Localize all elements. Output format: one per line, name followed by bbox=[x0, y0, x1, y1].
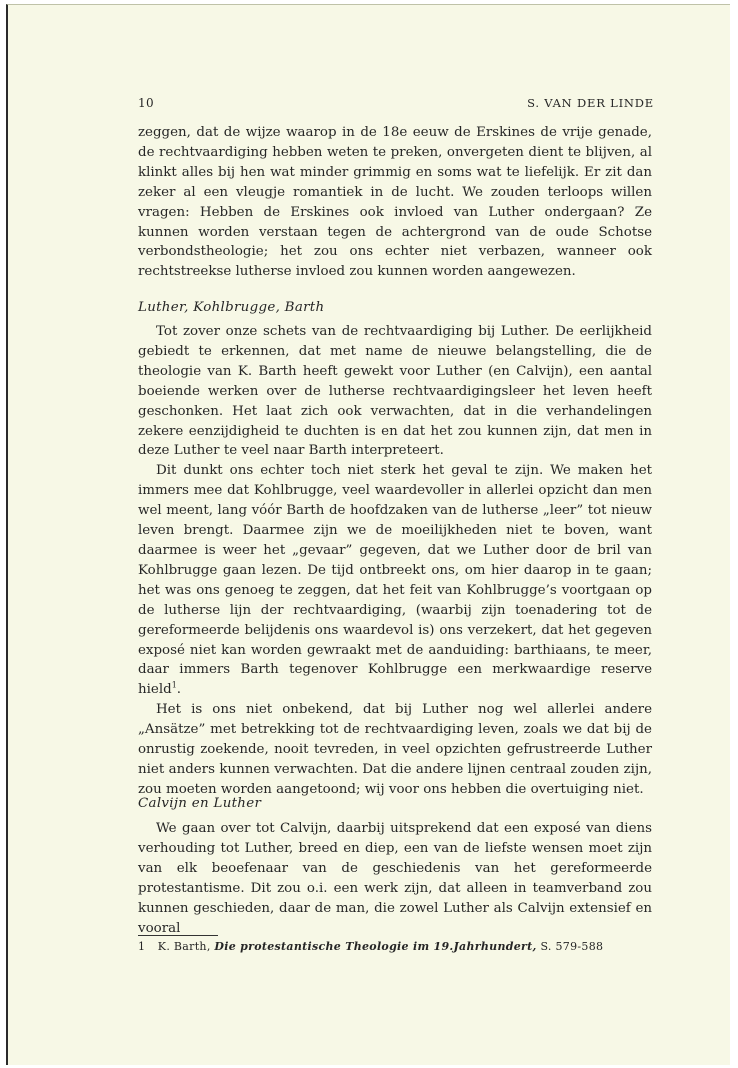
paragraph-rechtvaardiging: Tot zover onze schets van de rechtvaardiging bij Luther. De eerlijkheid gebiedt te erkennen, dat met name de nieuwe belangstelling, die de theologie van K. Barth heeft gewekt voor Luther (en Calvijn), een aantal boeiende werken over de lutherse rechtvaardigingsleer het leven heeft geschonken. Het laat zich ook verwachten, dat in die verhandelingen zekere eenzijdigheid te duchten is en dat het zou kunnen zijn, dat men in deze Luther te veel naar Barth interpreteert. bbox=[138, 324, 652, 459]
page-number: 10 bbox=[138, 96, 155, 110]
paragraph-kohlbrugge-end: . bbox=[176, 682, 182, 698]
text-block-section-2 bbox=[138, 819, 652, 938]
text-block-section-1 bbox=[138, 322, 652, 800]
footnote bbox=[138, 940, 658, 953]
footnote-reference: 1 bbox=[171, 680, 177, 690]
paragraph-kohlbrugge-text: Dit dunkt ons echter toch niet sterk het geval te zijn. We maken het immers mee dat Kohlbrugge, veel waardevoller in allerlei opzicht dan men wel meent, lang vóór Barth de hoofdzaken van de lutherse „leer” tot nieuw leven brengt. Daarmee zijn we de moeilijkheden niet te boven, want daarmee is weer het „gevaar” gegeven, dat we Luther door de bril van Kohlbrugge gaan lezen. De tijd ontbreekt ons, om hier daarop in te gaan; het was ons genoeg te zeggen, dat het feit van Kohlbrugge’s voortgaan op de lutherse lijn der rechtvaardiging, (waarbij zijn toenadering tot de gereformeerde belijdenis ons waardevol is) ons verzekert, dat het gegeven exposé niet kan worden gewraakt met de aanduiding: barthiaans, te meer, daar immers Barth tegenover Kohlbrugge een merkwaardige reserve hield bbox=[138, 463, 652, 698]
paragraph-erskines: zeggen, dat de wijze waarop in de 18e eeuw de Erskines de vrije genade, de rechtvaardiging hebben weten te preken, onvergeten dient te blijven, al klinkt alles bij hen wat minder grimmig en soms wat te liefelijk. Er zit dan zeker al een vleugje romantiek in de lucht. We zouden terloops willen vragen: Hebben de Erskines ook invloed van Luther ondergaan? Ze kunnen worden verstaan tegen de achtergrond van de oude Schotse verbondstheologie; het zou ons echter niet verbazen, wanneer ook rechtstreekse lutherse invloed zou kunnen worden aangewezen. bbox=[138, 125, 652, 280]
text-block-intro bbox=[138, 123, 652, 282]
section-heading-luther-kohlbrugge-barth: Luther, Kohlbrugge, Barth bbox=[138, 300, 325, 315]
paragraph-calvijn: We gaan over tot Calvijn, daarbij uitsprekend dat een exposé van diens verhouding tot Luther, breed en diep, een van de liefste wensen moet zijn van elk beoefenaar van de geschiedenis van het gereformeerde protestantisme. Dit zou o.i. een werk zijn, dat alleen in teamverband zou kunnen geschieden, daar de man, die zowel Luther als Calvijn extensief en vooral bbox=[138, 821, 652, 936]
footnote-mark: 1 bbox=[138, 940, 146, 953]
footnote-title: Die protestantische Theologie im 19.Jahrhundert, bbox=[214, 940, 537, 953]
footnote-author: K. Barth, bbox=[157, 940, 211, 953]
footnote-divider bbox=[138, 935, 218, 936]
paragraph-ansaetze: Het is ons niet onbekend, dat bij Luther nog wel allerlei andere „Ansätze” met betrekking tot de rechtvaardiging leven, zoals we dat bij de onrustig zoekende, nooit tevreden, in veel opzichten gefrustreerde Luther niet anders kunnen verwachten. Dat die andere lijnen centraal zouden zijn, zou moeten worden aangetoond; wij voor ons hebben die overtuiging niet. bbox=[138, 702, 652, 797]
running-head: S. VAN DER LINDE bbox=[527, 96, 654, 110]
section-heading-calvijn-en-luther: Calvijn en Luther bbox=[138, 796, 262, 811]
paragraph-kohlbrugge bbox=[138, 461, 652, 700]
footnote-pages: S. 579-588 bbox=[540, 940, 604, 953]
